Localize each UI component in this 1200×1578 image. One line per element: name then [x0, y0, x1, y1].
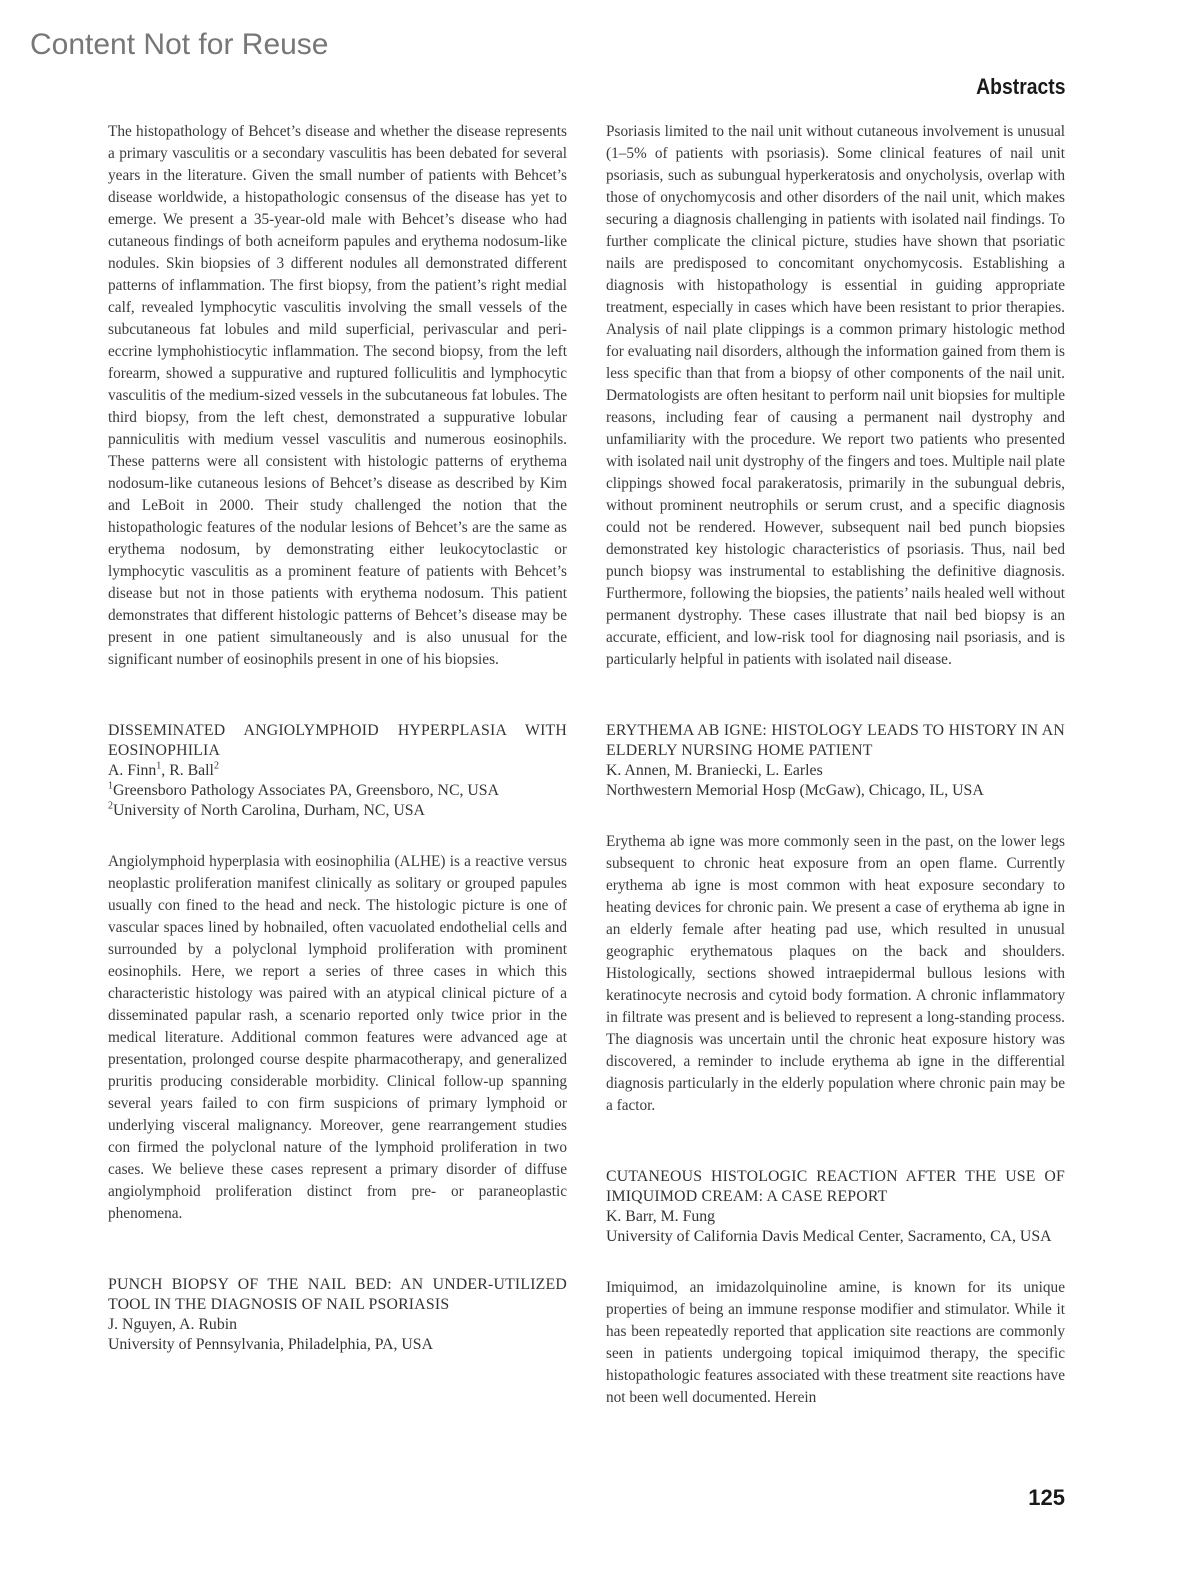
eai-title: ERYTHEMA AB IGNE: HISTOLOGY LEADS TO HISTORY IN AN ELDERLY NURSING HOME PATIENT	[606, 722, 1065, 759]
eai-abstract-body: Erythema ab igne was more commonly seen in the past, on the lower legs subsequent to chronic heat exposure from an open flame. Currently erythema ab igne is most common with heat exposure secondary to heating devices for chronic pain. We present a case of erythema ab igne in an elderly female after heating pad use, which resulted in unusual geographic erythematous plaques on the back and shoulders. Histologically, sections showed intraepidermal bullous lesions with keratinocyte necrosis and cytoid body formation. A chronic inflammatory in filtrate was present and is believed to represent a long-standing process. The diagnosis was uncertain until the chronic heat exposure history was discovered, a reminder to include erythema ab igne in the differential diagnosis particularly in the elderly population where chronic pain may be a factor.	[606, 833, 1065, 1114]
eai-affiliation: Northwestern Memorial Hosp (McGaw), Chicago, IL, USA	[606, 782, 984, 799]
alhe-affiliation-1: $^1$Greensboro Pathology Associates PA, Greensboro, NC, USA	[108, 780, 499, 799]
alhe-title: DISSEMINATED ANGIOLYMPHOID HYPERPLASIA WITH EOSINOPHILIA	[108, 722, 567, 759]
right-column	[606, 121, 1065, 1409]
behcet-abstract-body: The histopathology of Behcet’s disease and whether the disease represents a primary vasculitis or a secondary vasculitis has been debated for several years in the literature. Given the small number of patients with Behcet’s disease worldwide, a histopathologic consensus of the disease has yet to emerge. We present a 35-year-old male with Behcet’s disease who had cutaneous findings of both acneiform papules and erythema nodosum-like nodules. Skin biopsies of 3 different nodules all demonstrated different patterns of inflammation. The first biopsy, from the patient’s right medial calf, revealed lymphocytic vasculitis involving the small vessels of the subcutaneous fat lobules and mild superficial, perivascular and peri-eccrine lymphohistiocytic inflammation. The second biopsy, from the left forearm, showed a suppurative and ruptured folliculitis and lymphocytic vasculitis of the medium-sized vessels in the subcutaneous fat lobules. The third biopsy, from the left chest, demonstrated a suppurative lobular panniculitis with medium vessel vasculitis and numerous eosinophils. These patterns were all consistent with histologic patterns of erythema nodosum-like cutaneous lesions of Behcet’s disease as described by Kim and LeBoit in 2000. Their study challenged the notion that the histopathologic features of the nodular lesions of Behcet’s are the same as erythema nodosum, by demonstrating either leukocytoclastic or lymphocytic vasculitis as a prominent feature of patients with Behcet’s disease but not in those patients with erythema nodosum. This patient demonstrates that different histologic patterns of Behcet’s disease may be present in one patient simultaneously and is also unusual for the significant number of eosinophils present in one of his biopsies.	[108, 123, 567, 668]
imiquimod-abstract-body: Imiquimod, an imidazolquinoline amine, is known for its unique properties of being an immune response modifier and stimulator. While it has been repeatedly reported that application site reactions are commonly seen in patients undergoing topical imiquimod therapy, the specific histopathologic features associated with these treatment site reactions have not been well documented. Herein	[606, 1279, 1065, 1406]
nail-authors: J. Nguyen, A. Rubin	[108, 1316, 238, 1333]
alhe-affiliation-2: $^2$University of North Carolina, Durham, NC, USA	[108, 800, 425, 819]
watermark: Content Not for Reuse	[30, 28, 329, 61]
nail-title: PUNCH BIOPSY OF THE NAIL BED: AN UNDER-UTILIZED TOOL IN THE DIAGNOSIS OF NAIL PSORIASIS	[108, 1276, 567, 1313]
alhe-abstract-body: Angiolymphoid hyperplasia with eosinophilia (ALHE) is a reactive versus neoplastic proliferation manifest clinically as solitary or grouped papules usually con fined to the head and neck. The histologic picture is one of vascular spaces lined by hobnailed, often vacuolated endothelial cells and surrounded by a polyclonal lymphoid proliferation with prominent eosinophils. Here, we report a series of three cases in which this characteristic histology was paired with an atypical clinical picture of a disseminated papular rash, a scenario reported only twice prior in the medical literature. Additional common features were advanced age at presentation, prolonged course despite pharmacotherapy, and generalized pruritis producing considerable morbidity. Clinical follow-up spanning several years failed to con firm suspicions of primary lymphoid or underlying visceral malignancy. Moreover, gene rearrangement studies con firmed the polyclonal nature of the lymphoid proliferation in two cases. We believe these cases represent a primary disorder of diffuse angiolymphoid proliferation distinct from pre- or paraneoplastic phenomena.	[108, 853, 567, 1222]
page-number: 125	[1028, 1485, 1065, 1510]
section-label: Abstracts	[975, 74, 1065, 99]
imiquimod-affiliation: University of California Davis Medical Center, Sacramento, CA, USA	[606, 1228, 1052, 1245]
nail-abstract-body: Psoriasis limited to the nail unit without cutaneous involvement is unusual (1–5% of patients with psoriasis). Some clinical features of nail unit psoriasis, such as subungual hyperkeratosis and onycholysis, overlap with those of onychomycosis and other disorders of the nail unit, which makes securing a diagnosis challenging in patients with isolated nail findings. To further complicate the clinical picture, studies have shown that psoriatic nails are predisposed to concomitant onychomycosis. Establishing a diagnosis with histopathology is essential in guiding appropriate treatment, especially in cases which have been resistant to prior therapies. Analysis of nail plate clippings is a common primary histologic method for evaluating nail disorders, although the information gained from them is less specific than that from a biopsy of other components of the nail unit. Dermatologists are often hesitant to perform nail unit biopsies for multiple reasons, including fear of causing a permanent nail dystrophy and unfamiliarity with the procedure. We report two patients who presented with isolated nail unit dystrophy of the fingers and toes. Multiple nail plate clippings showed focal parakeratosis, primarily in the subungual debris, without prominent neutrophils or serum crust, and a specific diagnosis could not be rendered. However, subsequent nail bed punch biopsies demonstrated key histologic characteristics of psoriasis. Thus, nail bed punch biopsy was instrumental to establishing the definitive diagnosis. Furthermore, following the biopsies, the patients’ nails healed well without permanent dystrophy. These cases illustrate that nail bed biopsy is an accurate, efficient, and low-risk tool for diagnosing nail psoriasis, and is particularly helpful in patients with isolated nail disease.	[606, 123, 1065, 668]
eai-authors: K. Annen, M. Braniecki, L. Earles	[606, 762, 823, 779]
nail-abstract-header	[108, 1275, 567, 1355]
left-column	[108, 121, 567, 1355]
eai-abstract-header	[606, 721, 1065, 801]
alhe-authors: A. Finn$^1$, R. Ball$^2$	[108, 760, 219, 779]
nail-affiliation: University of Pennsylvania, Philadelphia, PA, USA	[108, 1336, 433, 1353]
imiquimod-abstract-header	[606, 1167, 1065, 1247]
alhe-abstract-header	[108, 721, 567, 821]
imiquimod-authors: K. Barr, M. Fung	[606, 1208, 716, 1225]
imiquimod-title: CUTANEOUS HISTOLOGIC REACTION AFTER THE USE OF IMIQUIMOD CREAM: A CASE REPORT	[606, 1168, 1065, 1205]
